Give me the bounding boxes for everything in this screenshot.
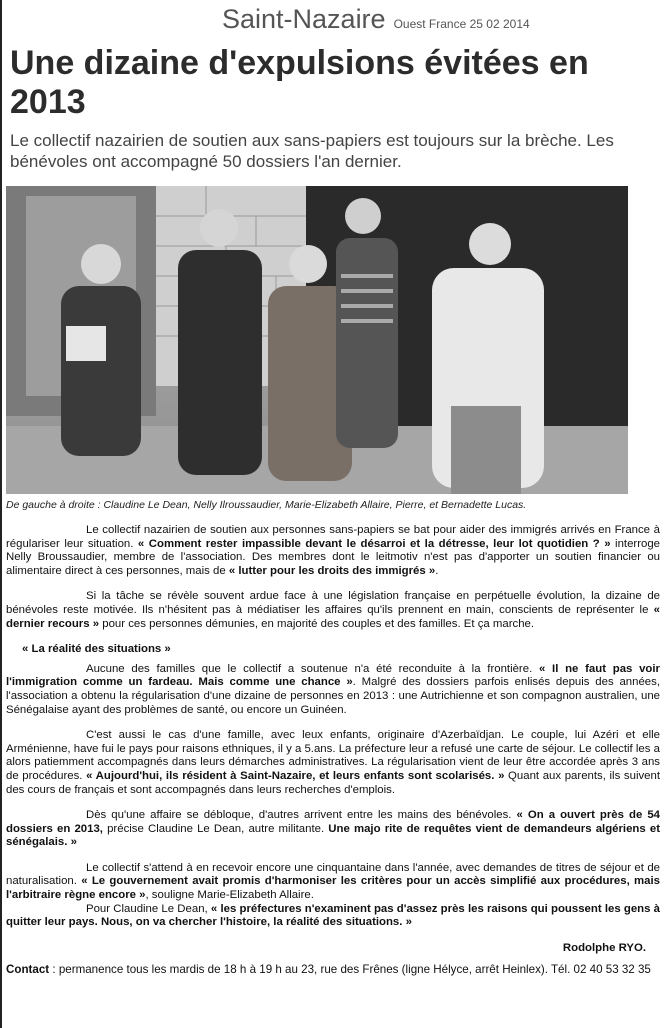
quote-run: « Il ne faut pas voir l'immigration comme un fardeau. Mais comme une chance » [6,662,660,689]
text-run: Le collectif nazairien de soutien aux personnes sans-papiers se bat pour aider des immigrés arrivés en France à régulariser leur situation. [6,524,660,550]
text-run: Si la tâche se révèle souvent ardue face à une législation française en perpétuelle évolution, la dizaine de bénévoles reste motivée. Ils n'hésitent pas à médiatiser les affaires qu'ils prennent en main, conscients de représenter le [6,590,660,616]
quote-run: « lutter pour les droits des immigrés » [228,564,436,577]
quote-run: « Aujourd'hui, ils résident à Saint-Nazaire, et leurs enfants sont scolarisés. » [86,769,505,782]
masthead-city: Saint-Nazaire [222,4,386,34]
paragraph-4 [6,729,660,797]
paragraph-2 [6,590,660,631]
text-run: . [435,564,439,577]
text-run: Aucune des familles que le collectif a soutenue n'a été reconduite à la frontière. [86,662,539,675]
masthead-source: Ouest France 25 02 2014 [393,17,530,31]
article-lead: Le collectif nazairien de soutien aux sans-papiers est toujours sur la brèche. Les bénévoles ont accompagné 50 dossiers l'an dernier. [10,131,614,171]
paragraph-7 [6,903,660,930]
group-photo-illustration [6,186,628,494]
paragraph-6 [6,862,660,903]
article-photo [6,186,628,494]
text-run: Le collectif s'attend à en recevoir encore une cinquantaine dans l'année, avec demandes de titres de séjour et de naturalisation. [6,861,660,888]
photo-caption: De gauche à droite : Claudine Le Dean, Nelly Ilroussaudier, Marie-Elizabeth Allaire, Pierre, et Bernadette Lucas. [6,499,527,511]
text-run: pour ces personnes démunies, en majorité des couples et des familles. Et ça marche. [99,617,535,630]
article-body [6,524,660,977]
text-run: . Malgré des dossiers parfois enlisés depuis des années, l'association a obtenu la régularisation d'une dizaine de personnes en 2013 : une Autrichienne et son compagnon australien, une Sénégalaise ayant des problèmes de santé, ou encore un Guinéen. [6,676,660,716]
contact-line [6,963,660,977]
text-run: Pour Claudine Le Dean, [86,902,211,915]
text-run: C'est aussi le cas d'une famille, avec leux enfants, originaire d'Azerbaïdjan. Le couple, lui Azéri et elle Arménienne, have fui le pays pour raisons ethniques, il y a 5.ans. La préfecture leur a refusé une carte de séjour. Le collectif les a alors patiemment accompagnés dans leurs démarches administratives. La régularisation vient de leur être accordée après 3 ans de procédures. [6,729,660,782]
quote-run: « Comment rester impassible devant le désarroi et la détresse, leur lot quotidien ? » [137,537,611,550]
quote-run: « On a ouvert près de 54 dossiers en 2013, [6,809,660,835]
quote-run: « Le gouvernement avait promis d'harmoniser les critères pour un accès simplifié aux procédures, mais l'arbitraire règne encore » [6,875,660,902]
contact-text: : permanence tous les mardis de 18 h à 19 h au 23, rue des Frênes (ligne Hélyce, arrêt Heinlex). Tél. 02 40 53 32 35 [49,963,651,977]
text-run: précise Claudine Le Dean, autre militante. [102,822,329,835]
subheading: « La réalité des situations » [22,643,171,656]
text-run: interroge Nelly Broussaudier, membre de l'association. Des membres dont le leitmotiv n'est pas d'apporter un soutien financier ou alimentaire direct à ces personnes, mais de [6,537,661,577]
quote-run: Une majo rite de requêtes vient de demandeurs algériens et sénégalais. » [6,822,660,849]
quote-run: « dernier recours » [6,603,660,630]
paragraph-3 [6,663,660,717]
paragraph-1 [6,524,660,578]
page-left-rule [0,0,2,1028]
contact-label: Contact [6,963,50,977]
text-run: , souligne Marie-Elizabeth Allaire. [145,889,314,902]
masthead [222,4,530,35]
paragraph-5 [6,809,660,850]
author-signature: Rodolphe RYO. [562,941,646,954]
quote-run: « les préfectures n'examinent pas d'assez près les raisons qui poussent les gens à quitter leur pays. Nous, on va chercher l'histoire, la réalité des situations. » [6,902,660,929]
article-headline: Une dizaine d'expulsions évitées en 2013 [10,44,589,121]
text-run: Dès qu'une affaire se débloque, d'autres arrivent entre les mains des bénévoles. [86,809,517,822]
text-run: Quant aux parents, ils suivent des cours de français et sont accompagnés dans leurs recherches d'emplois. [6,769,661,796]
